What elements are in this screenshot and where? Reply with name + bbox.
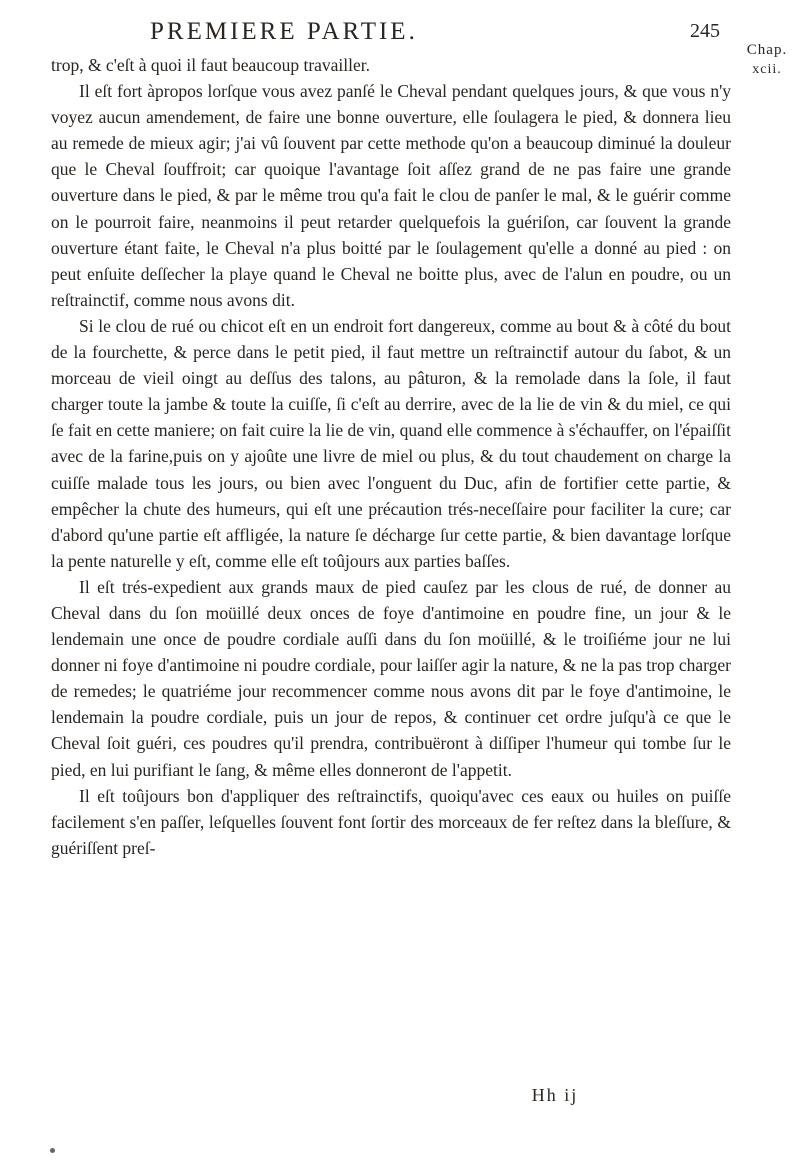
running-head: PREMIERE PARTIE.: [150, 18, 418, 45]
paragraph-5: Il eſt toûjours bon d'appliquer des reſtrainctifs, quoiqu'avec ces eaux ou huiles on puiſſe facilement s'en paſſer, leſquelles ſouvent font ſortir des morceaux de fer reſtez dans la bleſſure, & guériſſent preſ-: [51, 785, 731, 858]
signature-mark: Hh ij: [531, 1085, 579, 1105]
chapter-number: xcii.: [752, 62, 782, 77]
page-number: 245: [690, 20, 720, 42]
body-text: [51, 52, 731, 861]
paragraph-2: Il eſt fort àpropos lorſque vous avez panſé le Cheval pendant quelques jours, & que vous n'y voyez aucun amendement, de faire une bonne ouverture, elle ſoulagera le pied, & donnera lieu au remede de mieux agir; j'ai vû ſouvent par cette methode qu'on a beaucoup diminué la douleur que le Cheval ſouffroit; car quoique l'avantage ſoit aſſez grand de ne pas faire une grande ouverture dans le pied, & par le même trou qu'a fait le clou de panſer le mal, & le guérir comme on le pourroit faire, neanmoins il peut retarder quelquefois la guériſon, car ſouvent la grande ouverture étant faite, le Cheval n'a plus boitté par le ſoulagement qu'elle a donné au pied : on peut enſuite deſſecher la playe quand le Cheval ne boitte plus, avec de l'alun en poudre, ou un reſtrainctif, comme nous avons dit.: [51, 81, 731, 310]
page-header: [135, 18, 720, 50]
paragraph-3: Si le clou de rué ou chicot eſt en un endroit fort dangereux, comme au bout & à côté du bout de la fourchette, & perce dans le petit pied, il faut mettre un reſtrainctif autour du ſabot, & un morceau de vieil oingt au deſſus des talons, au pâturon, & la remolade dans la ſole, il faut charger toute la jambe & toute la cuiſſe, ſi c'eſt au derrire, avec de la lie de vin & du miel, ce qui ſe fait en cette maniere; on fait cuire la lie de vin, quand elle commence à s'échauffer, on l'épaiſſit avec de la farine,puis on y ajoûte une livre de miel ou plus, & du tout chaudement on charge la cuiſſe malade tous les jours, ou bien avec l'onguent du Duc, afin de fortifier cette partie, & empêcher la chute des humeurs, qui eſt une précaution trés-neceſſaire pour faciliter la cure; car d'abord qu'une partie eſt affligée, la nature ſe décharge ſur cette partie, & bien davantage lorſque la pente naturelle y eſt, comme elle eſt toûjours aux parties baſſes.: [51, 315, 731, 571]
chapter-margin-note: [742, 40, 792, 80]
ink-speck: [50, 1148, 55, 1153]
paragraph-4: Il eſt trés-expedient aux grands maux de pied cauſez par les clous de rué, de donner au Cheval dans du ſon moüillé deux onces de foye d'antimoine en poudre fine, un jour & le lendemain une once de poudre cordiale auſſi dans du ſon moüillé, & le troiſiéme jour ne lui donner ni foye d'antimoine ni poudre cordiale, pour laiſſer agir la nature, & ne la pas trop charger de remedes; le quatriéme jour recommencer comme nous avons dit par le foye d'antimoine, le lendemain la poudre cordiale, puis un jour de repos, & continuer cet ordre juſqu'à ce que le Cheval ſoit guéri, ces poudres qu'il prendra, contribuëront à diſſiper l'humeur qui tombe ſur le pied, en lui purifiant le ſang, & même elles donneront de l'appetit.: [51, 576, 731, 780]
chapter-label: Chap.: [746, 42, 788, 58]
paragraph-1: trop, & c'eſt à quoi il faut beaucoup travailler.: [51, 55, 371, 75]
